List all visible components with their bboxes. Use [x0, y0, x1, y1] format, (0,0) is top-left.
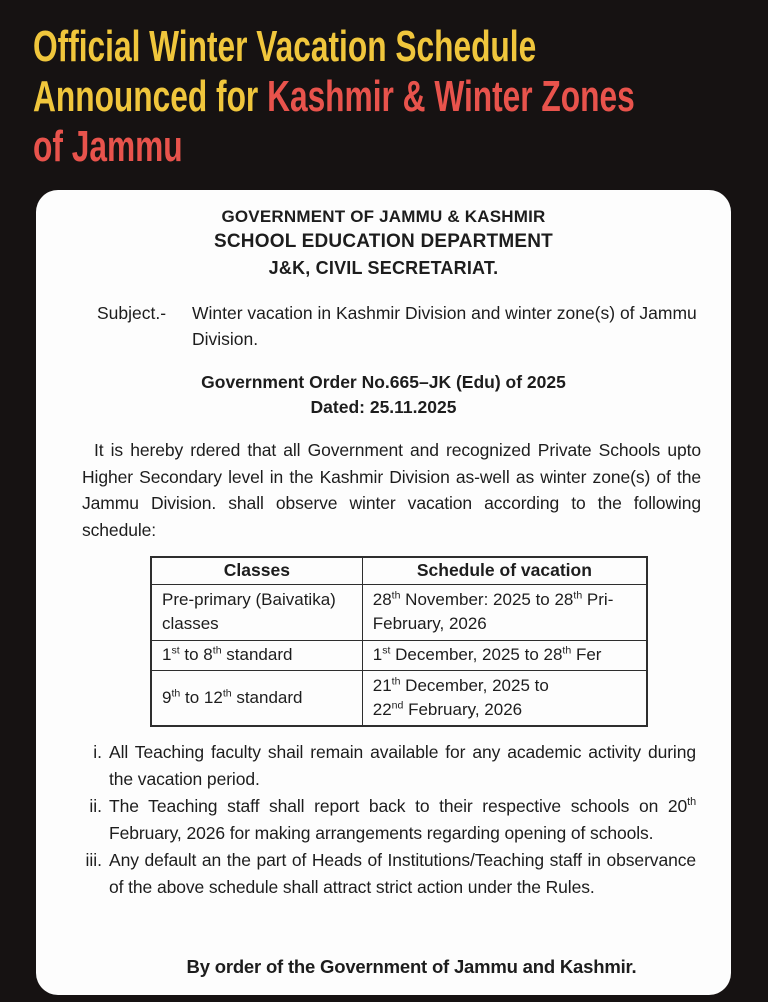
secretariat-line: J&K, CIVIL SECRETARIAT. — [268, 258, 499, 278]
notes-list — [74, 739, 696, 901]
order-heading — [36, 370, 731, 420]
class-cell: Pre-primary (Baivatika) classes — [151, 584, 362, 640]
table-header-classes: Classes — [151, 557, 362, 584]
table-header-schedule: Schedule of vacation — [362, 557, 647, 584]
note-item — [74, 739, 696, 793]
note-item — [74, 793, 696, 847]
table-row — [151, 670, 647, 726]
department-name: SCHOOL EDUCATION DEPARTMENT — [214, 231, 553, 252]
note-text: All Teaching faculty shail remain available for any academic activity during the vacation period. — [109, 742, 696, 789]
document-card — [36, 190, 731, 995]
by-order-line: By order of the Government of Jammu and Kashmir. — [186, 956, 637, 977]
note-text: The Teaching staff shall report back to their respective schools on 20th February, 2026 for making arrangements regarding opening of schools. — [109, 796, 696, 843]
schedule-cell: 1st December, 2025 to 28th Fer — [362, 640, 647, 670]
subject-text: Winter vacation in Kashmir Division and winter zone(s) of Jammu Division. — [192, 303, 697, 349]
body-paragraph: It is hereby rdered that all Government and recognized Private Schools upto Higher Secondary level in the Kashmir Division as-well as winter zone(s) of the Jammu Division. shall observe winter vacation according to the following schedule: — [82, 440, 701, 540]
schedule-cell: 21th December, 2025 to 22nd February, 2026 — [362, 670, 647, 726]
schedule-table — [150, 556, 648, 727]
note-text: Any default an the part of Heads of Institutions/Teaching staff in observance of the above schedule shall attract strict action under the Rules. — [109, 850, 696, 897]
table-row — [151, 584, 647, 640]
note-item — [74, 847, 696, 901]
table-header-row — [151, 557, 647, 584]
subject-row — [97, 300, 703, 352]
note-marker: ii. — [89, 796, 102, 816]
class-cell: 1st to 8th standard — [151, 640, 362, 670]
note-marker: iii. — [85, 850, 102, 870]
headline-line-2-yellow: Announced for — [33, 72, 268, 121]
schedule-cell: 28th November: 2025 to 28th Pri-February, 2026 — [362, 584, 647, 640]
headline-line-1: Official Winter Vacation Schedule — [33, 22, 537, 71]
note-marker: i. — [93, 742, 102, 762]
subject-label: Subject.- — [97, 303, 167, 323]
government-name: GOVERNMENT OF JAMMU & KASHMIR — [221, 207, 546, 226]
class-cell: 9th to 12th standard — [151, 670, 362, 726]
headline-line-2 — [33, 72, 635, 122]
headline-line-2-red: Kashmir & Winter Zones — [267, 72, 635, 121]
headline-line-3: of Jammu — [33, 122, 183, 171]
headline — [33, 22, 768, 172]
letterhead — [36, 204, 731, 281]
table-row — [151, 640, 647, 670]
order-number: Government Order No.665–JK (Edu) of 2025 — [201, 372, 566, 392]
order-date: Dated: 25.11.2025 — [310, 397, 457, 417]
